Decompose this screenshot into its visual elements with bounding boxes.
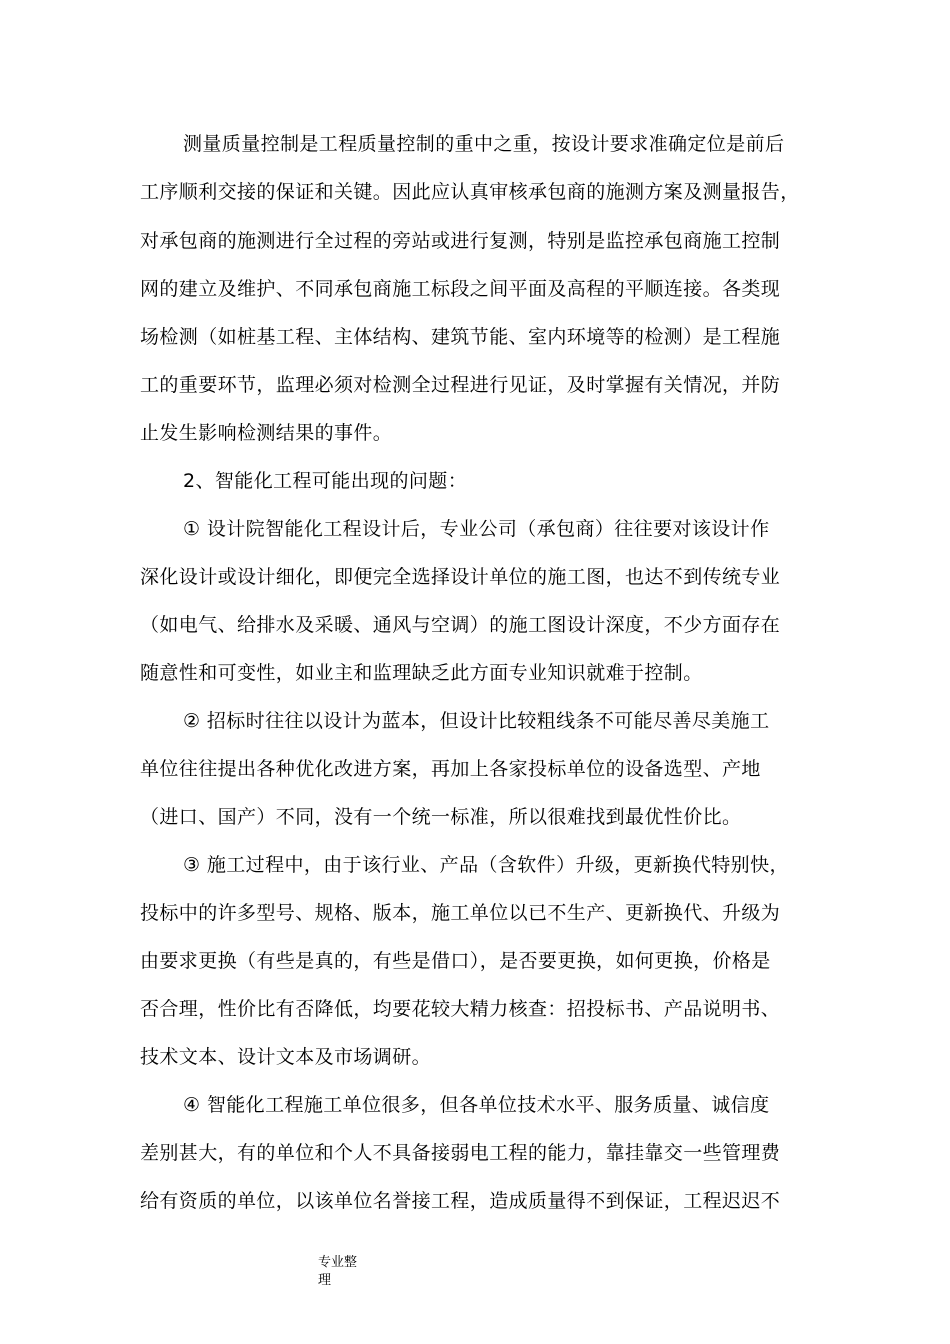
item-2-line-1: ② 招标时往往以设计为蓝本，但设计比较粗线条不可能尽善尽美施工 — [183, 710, 770, 732]
paragraph-1-line-3: 对承包商的施测进行全过程的旁站或进行复测，特别是监控承包商施工控制 — [140, 230, 781, 252]
item-2-line-3: （进口、国产）不同，没有一个统一标准，所以很难找到最优性价比。 — [140, 806, 742, 828]
item-3-line-3: 由要求更换（有些是真的，有些是借口），是否要更换，如何更换，价格是 — [140, 950, 771, 972]
page-footer — [318, 1254, 357, 1290]
item-2-line-2: 单位往往提出各种优化改进方案，再加上各家投标单位的设备选型、产地 — [140, 758, 761, 780]
section-heading: 2、智能化工程可能出现的问题： — [183, 470, 468, 492]
item-1-line-1: ① 设计院智能化工程设计后，专业公司（承包商）往往要对该设计作 — [183, 518, 770, 540]
item-1-line-3: （如电气、给排水及采暖、通风与空调）的施工图设计深度，不少方面存在 — [140, 614, 781, 636]
paragraph-1-line-4: 网的建立及维护、不同承包商施工标段之间平面及高程的平顺连接。各类现 — [140, 278, 781, 300]
item-3-line-2: 投标中的许多型号、规格、版本，施工单位以已不生产、更新换代、升级为 — [140, 902, 781, 924]
item-3-line-1: ③ 施工过程中，由于该行业、产品（含软件）升级，更新换代特别快， — [183, 854, 789, 876]
item-4-line-1: ④ 智能化工程施工单位很多，但各单位技术水平、服务质量、诚信度 — [183, 1094, 770, 1116]
item-3-line-4: 否合理，性价比有否降低，均要花较大精力核查：招投标书、产品说明书、 — [140, 998, 781, 1020]
paragraph-1-line-2: 工序顺利交接的保证和关键。因此应认真审核承包商的施测方案及测量报告， — [140, 181, 800, 203]
item-1-line-4: 随意性和可变性，如业主和监理缺乏此方面专业知识就难于控制。 — [140, 662, 703, 684]
item-1-line-2: 深化设计或设计细化，即便完全选择设计单位的施工图，也达不到传统专业 — [140, 566, 781, 588]
footer-line-1: 专业整 — [318, 1255, 358, 1270]
paragraph-1-line-6: 工的重要环节，监理必须对检测全过程进行见证，及时掌握有关情况，并防 — [140, 374, 781, 396]
item-3-line-5: 技术文本、设计文本及市场调研。 — [140, 1046, 432, 1068]
item-4-line-3: 给有资质的单位，以该单位名誉接工程，造成质量得不到保证，工程迟迟不 — [140, 1190, 781, 1212]
footer-line-2: 理 — [318, 1273, 332, 1288]
paragraph-1-line-7: 止发生影响检测结果的事件。 — [140, 422, 393, 444]
item-4-line-2: 差别甚大，有的单位和个人不具备接弱电工程的能力，靠挂靠交一些管理费 — [140, 1142, 781, 1164]
paragraph-1-line-5: 场检测（如桩基工程、主体结构、建筑节能、室内环境等的检测）是工程施 — [140, 326, 781, 348]
paragraph-1-line-1: 测量质量控制是工程质量控制的重中之重，按设计要求准确定位是前后 — [183, 133, 785, 155]
